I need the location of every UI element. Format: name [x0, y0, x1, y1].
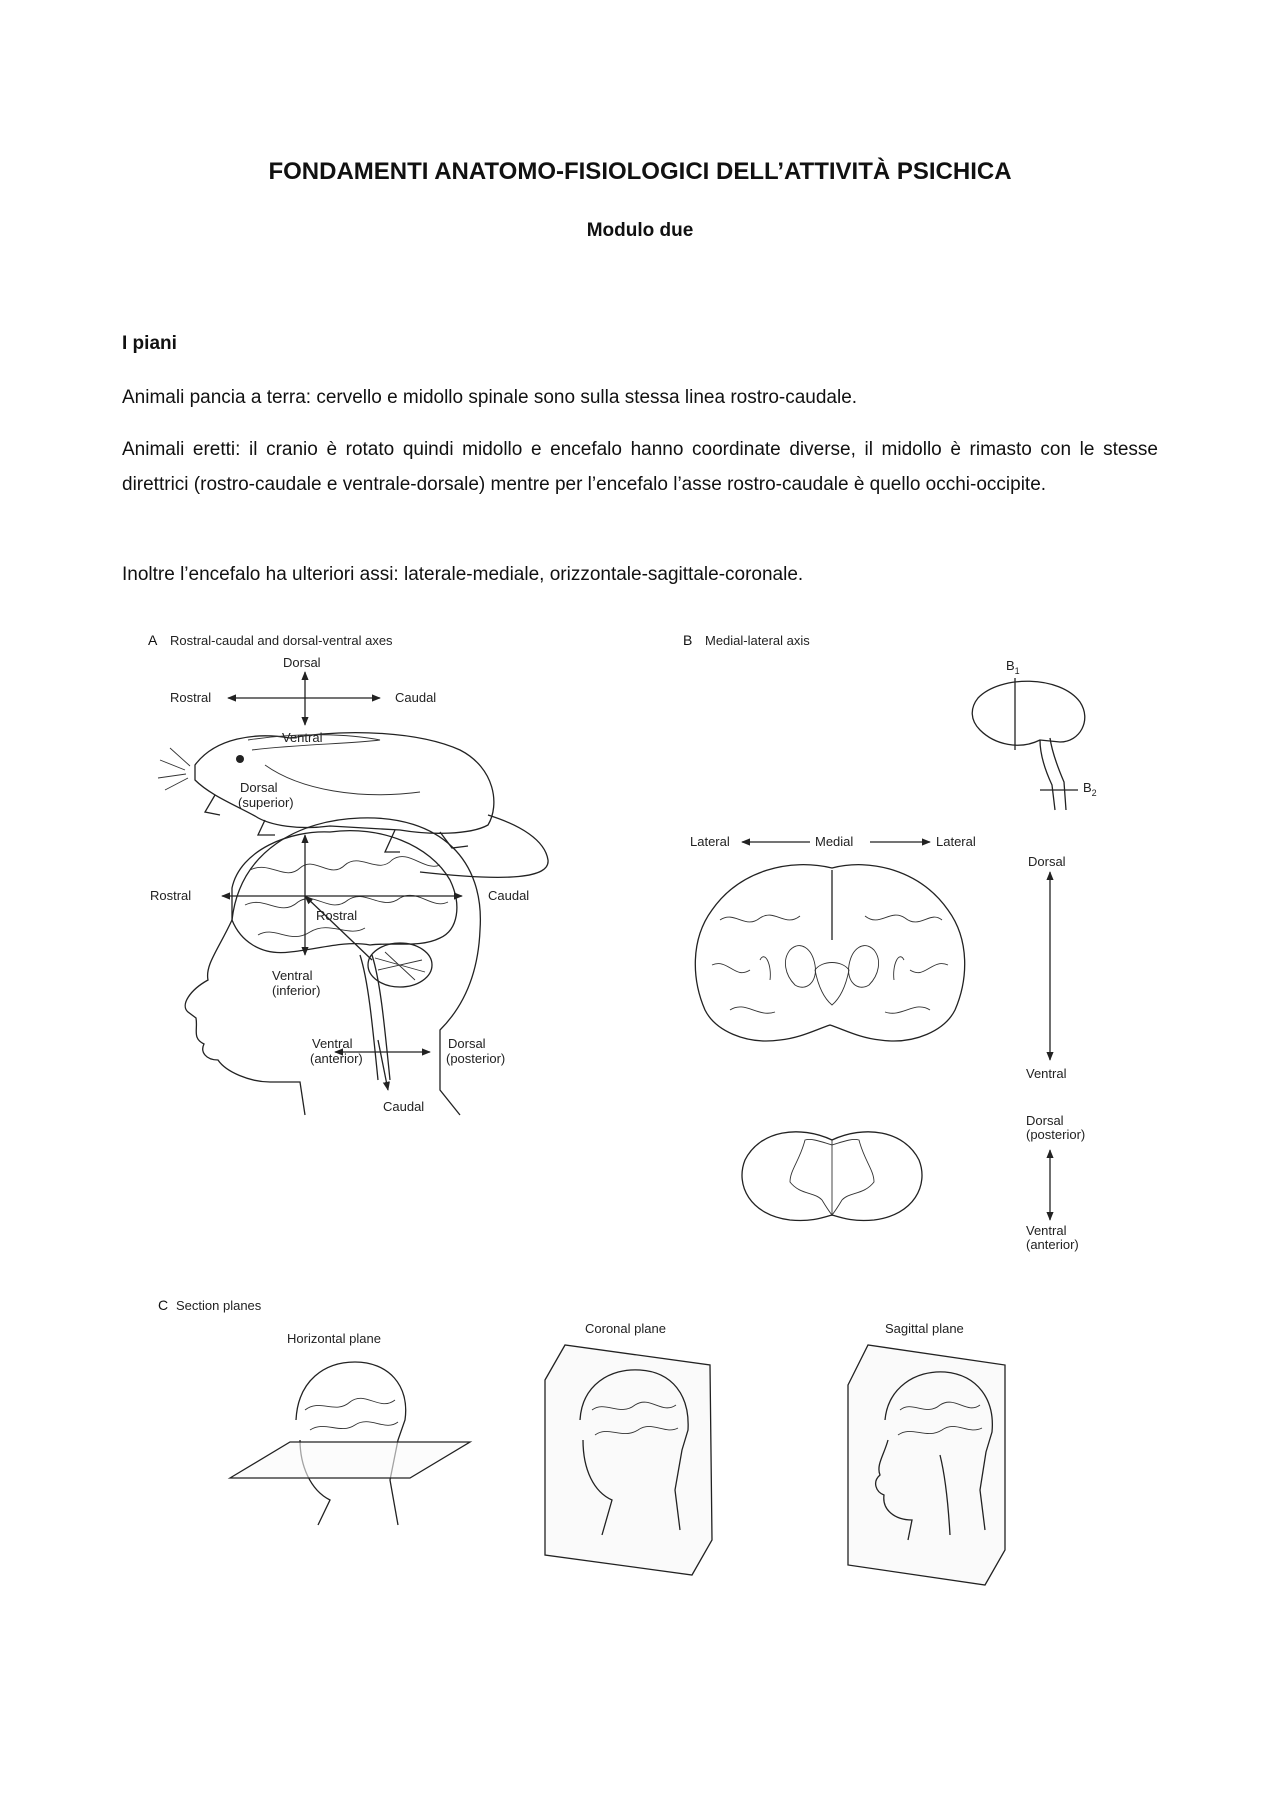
panel-c-title: Section planes — [176, 1298, 262, 1313]
sagittal-plane — [848, 1345, 1005, 1585]
anatomy-figure — [0, 620, 1280, 1600]
section-heading: I piani — [122, 333, 177, 354]
horizontal-plane-illustration — [230, 1331, 470, 1525]
head-caudal-label: Caudal — [488, 888, 530, 903]
head-dorsal-label: Dorsal — [240, 780, 278, 795]
spine-dorsal-label: Dorsal — [448, 1036, 486, 1051]
rat-dorsal-label: Dorsal — [283, 655, 321, 670]
rat-illustration — [158, 733, 548, 878]
anatomy-figure-svg — [0, 620, 1280, 1600]
spine-ventral-label: Ventral — [312, 1036, 353, 1051]
sagittal-plane-illustration — [848, 1321, 1005, 1585]
rat-ventral-label: Ventral — [282, 730, 323, 745]
medial-lateral-axis — [690, 834, 976, 849]
cord-ventral-note: (anterior) — [1026, 1237, 1079, 1252]
b2-label: $B_2$ — [1083, 780, 1097, 798]
panel-c — [158, 1297, 1005, 1585]
spine-ventral-note: (anterior) — [310, 1051, 363, 1066]
document-title: FONDAMENTI ANATOMO-FISIOLOGICI DELL’ATTIVITÀ PSICHICA — [268, 158, 1012, 185]
b1-label: $B_1$ — [1006, 658, 1020, 676]
spine-dorsal-note: (posterior) — [446, 1051, 506, 1066]
coronal-brain-section — [695, 865, 964, 1041]
panel-a-title: Rostral-caudal and dorsal-ventral axes — [170, 633, 393, 648]
head-ventral-label: Ventral — [272, 968, 313, 983]
spinal-cord-section — [742, 1132, 922, 1221]
document-subtitle: Modulo due — [586, 220, 694, 241]
coronal-dorsal-label: Dorsal — [1028, 854, 1066, 869]
coronal-plane — [545, 1345, 712, 1575]
lateral-right-label: Lateral — [936, 834, 976, 849]
head-dorsal-note: (superior) — [238, 795, 294, 810]
cord-dorsal-note: (posterior) — [1026, 1127, 1086, 1142]
rat-caudal-label: Caudal — [395, 690, 437, 705]
panel-b-label: B — [683, 632, 693, 648]
head-rostral-inner-arrow — [305, 896, 372, 960]
medial-label: Medial — [815, 834, 854, 849]
panel-c-label: C — [158, 1297, 169, 1313]
lateral-left-label: Lateral — [690, 834, 730, 849]
cord-dorsal-label: Dorsal — [1026, 1113, 1064, 1128]
small-brain-illustration — [972, 658, 1096, 810]
spine-caudal-label: Caudal — [383, 1099, 425, 1114]
rat-rostral-label: Rostral — [170, 690, 212, 705]
cord-ventral-label: Ventral — [1026, 1223, 1067, 1238]
paragraph-2: Animali eretti: il cranio è rotato quindi midollo e encefalo hanno coordinate diverse, il midollo è rimasto con le stesse direttrici (rostro-caudale e ventrale-dorsale) mentre per l’encefalo l’asse rostro-caudale è quello occhi-occipite. — [122, 439, 1158, 495]
panel-b-title: Medial-lateral axis — [705, 633, 810, 648]
horizontal-plane-label: Horizontal plane — [287, 1331, 381, 1346]
coronal-plane-label: Coronal plane — [585, 1321, 666, 1336]
spinal-cord — [360, 955, 390, 1080]
coronal-ventral-label: Ventral — [1026, 1066, 1067, 1081]
head-rostral-inner-label: Rostral — [316, 908, 358, 923]
panel-b — [683, 632, 1097, 1252]
panel-a — [148, 632, 548, 1115]
paragraph-1: Animali pancia a terra: cervello e midollo spinale sono sulla stessa linea rostro-caudale. — [122, 387, 858, 408]
sagittal-plane-label: Sagittal plane — [885, 1321, 964, 1336]
rat-axes — [170, 655, 436, 745]
horizontal-plane — [230, 1442, 470, 1478]
head-rostral-label: Rostral — [150, 888, 192, 903]
head-ventral-note: (inferior) — [272, 983, 321, 998]
paragraph-3: Inoltre l’encefalo ha ulteriori assi: laterale-mediale, orizzontale-sagittale-coronale. — [122, 564, 804, 585]
coronal-plane-illustration — [545, 1321, 712, 1575]
panel-a-label: A — [148, 632, 158, 648]
